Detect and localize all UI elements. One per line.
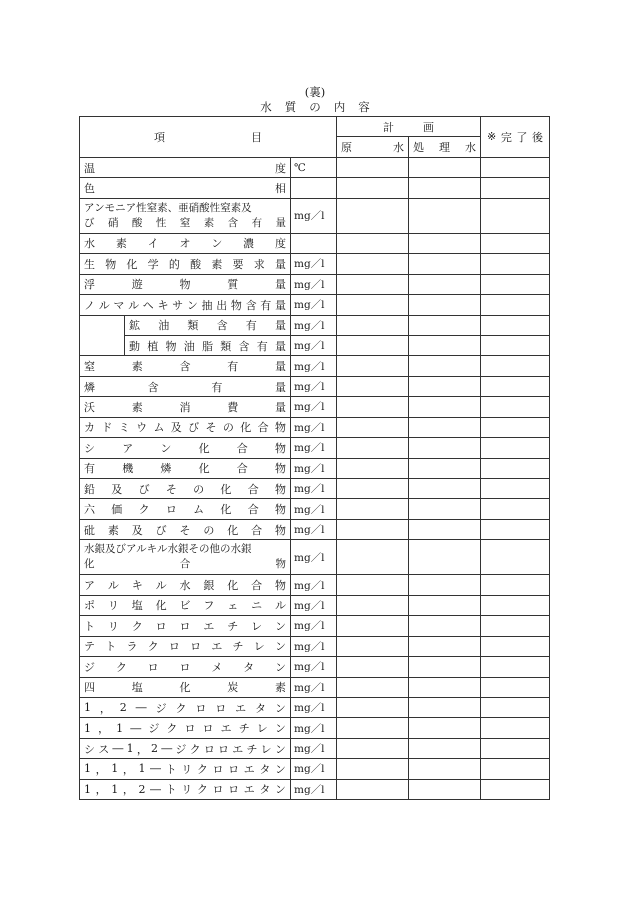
treated-water-cell[interactable] bbox=[409, 738, 481, 758]
item-label: 鉛 及 び そ の 化 合 物 bbox=[80, 479, 291, 499]
table-row bbox=[80, 636, 550, 656]
header-treated-water: 処 理 水 bbox=[409, 137, 481, 157]
after-completion-cell[interactable] bbox=[481, 198, 550, 233]
unit-label: mg／l bbox=[291, 458, 337, 478]
table-row bbox=[80, 356, 550, 376]
item-label: 沃 素 消 費 量 bbox=[80, 397, 291, 417]
unit-label: mg／l bbox=[291, 657, 337, 677]
item-label: 1 ， 1 ， 2 ― ト リ ク ロ ロ エ タ ン bbox=[80, 779, 291, 799]
after-completion-cell[interactable] bbox=[481, 397, 550, 417]
unit-label: mg／l bbox=[291, 616, 337, 636]
treated-water-cell[interactable] bbox=[409, 438, 481, 458]
table-row bbox=[80, 376, 550, 396]
treated-water-cell[interactable] bbox=[409, 295, 481, 315]
table-row bbox=[80, 540, 550, 575]
item-label: ト リ ク ロ ロ エ チ レ ン bbox=[80, 616, 291, 636]
item-label: 鉱 油 類 含 有 量 bbox=[125, 315, 291, 335]
after-completion-cell[interactable] bbox=[481, 779, 550, 799]
after-completion-cell[interactable] bbox=[481, 479, 550, 499]
after-completion-cell[interactable] bbox=[481, 254, 550, 274]
treated-water-cell[interactable] bbox=[409, 178, 481, 198]
treated-water-cell[interactable] bbox=[409, 157, 481, 177]
after-completion-cell[interactable] bbox=[481, 636, 550, 656]
item-label: シ ス ― 1 ， 2 ― ジ ク ロ ロ エ チ レ ン bbox=[80, 738, 291, 758]
item-label: カ ド ミ ウ ム 及 び そ の 化 合 物 bbox=[80, 417, 291, 437]
raw-water-cell[interactable] bbox=[337, 295, 409, 315]
after-completion-cell[interactable] bbox=[481, 274, 550, 294]
raw-water-cell[interactable] bbox=[337, 697, 409, 717]
water-quality-table bbox=[79, 116, 550, 800]
after-completion-cell[interactable] bbox=[481, 540, 550, 575]
table-row bbox=[80, 479, 550, 499]
raw-water-cell[interactable] bbox=[337, 376, 409, 396]
after-completion-cell[interactable] bbox=[481, 616, 550, 636]
after-completion-cell[interactable] bbox=[481, 157, 550, 177]
after-completion-cell[interactable] bbox=[481, 315, 550, 335]
raw-water-cell[interactable] bbox=[337, 636, 409, 656]
after-completion-cell[interactable] bbox=[481, 417, 550, 437]
unit-label: mg／l bbox=[291, 519, 337, 539]
treated-water-cell[interactable] bbox=[409, 616, 481, 636]
header-after-completion: ※ 完 了 後 bbox=[481, 117, 550, 158]
table-row bbox=[80, 738, 550, 758]
treated-water-cell[interactable] bbox=[409, 356, 481, 376]
raw-water-cell[interactable] bbox=[337, 397, 409, 417]
treated-water-cell[interactable] bbox=[409, 499, 481, 519]
after-completion-cell[interactable] bbox=[481, 295, 550, 315]
table-row bbox=[80, 595, 550, 615]
item-label: 砒 素 及 び そ の 化 合 物 bbox=[80, 519, 291, 539]
treated-water-cell[interactable] bbox=[409, 759, 481, 779]
treated-water-cell[interactable] bbox=[409, 718, 481, 738]
after-completion-cell[interactable] bbox=[481, 759, 550, 779]
item-label: ジ ク ロ ロ メ タ ン bbox=[80, 657, 291, 677]
raw-water-cell[interactable] bbox=[337, 438, 409, 458]
raw-water-cell[interactable] bbox=[337, 417, 409, 437]
treated-water-cell[interactable] bbox=[409, 315, 481, 335]
item-label: 生 物 化 学 的 酸 素 要 求 量 bbox=[80, 254, 291, 274]
item-label: 水 素 イ オ ン 濃 度 bbox=[80, 233, 291, 253]
raw-water-cell[interactable] bbox=[337, 575, 409, 595]
item-label: 四 塩 化 炭 素 bbox=[80, 677, 291, 697]
table-row bbox=[80, 157, 550, 177]
table-row bbox=[80, 274, 550, 294]
unit-label: mg／l bbox=[291, 295, 337, 315]
item-label: ポ リ 塩 化 ビ フ ェ ニ ル bbox=[80, 595, 291, 615]
raw-water-cell[interactable] bbox=[337, 254, 409, 274]
raw-water-cell[interactable] bbox=[337, 616, 409, 636]
after-completion-cell[interactable] bbox=[481, 718, 550, 738]
item-label: 1 ， 1 ， 1 ― ト リ ク ロ ロ エ タ ン bbox=[80, 759, 291, 779]
table-row bbox=[80, 759, 550, 779]
item-label: 水銀及びアルキル水銀その他の水銀 化 合 物 bbox=[80, 540, 291, 575]
table-row bbox=[80, 198, 550, 233]
raw-water-cell[interactable] bbox=[337, 718, 409, 738]
item-label: 有 機 燐 化 合 物 bbox=[80, 458, 291, 478]
table-row bbox=[80, 499, 550, 519]
raw-water-cell[interactable] bbox=[337, 657, 409, 677]
treated-water-cell[interactable] bbox=[409, 417, 481, 437]
after-completion-cell[interactable] bbox=[481, 595, 550, 615]
unit-label: mg／l bbox=[291, 438, 337, 458]
item-label: ア ル キ ル 水 銀 化 合 物 bbox=[80, 575, 291, 595]
treated-water-cell[interactable] bbox=[409, 779, 481, 799]
treated-water-cell[interactable] bbox=[409, 697, 481, 717]
item-label: ノ ル マ ル ヘ キ サ ン 抽 出 物 含 有 量 bbox=[80, 295, 291, 315]
treated-water-cell[interactable] bbox=[409, 636, 481, 656]
item-label: 色 相 bbox=[80, 178, 291, 198]
treated-water-cell[interactable] bbox=[409, 233, 481, 253]
indent-cell bbox=[80, 315, 125, 356]
raw-water-cell[interactable] bbox=[337, 499, 409, 519]
treated-water-cell[interactable] bbox=[409, 254, 481, 274]
treated-water-cell[interactable] bbox=[409, 458, 481, 478]
unit-label: mg／l bbox=[291, 540, 337, 575]
unit-label: mg／l bbox=[291, 779, 337, 799]
unit-label: mg／l bbox=[291, 376, 337, 396]
treated-water-cell[interactable] bbox=[409, 479, 481, 499]
header-plan: 計 画 bbox=[337, 117, 481, 137]
after-completion-cell[interactable] bbox=[481, 697, 550, 717]
raw-water-cell[interactable] bbox=[337, 233, 409, 253]
unit-label: mg／l bbox=[291, 274, 337, 294]
treated-water-cell[interactable] bbox=[409, 198, 481, 233]
treated-water-cell[interactable] bbox=[409, 397, 481, 417]
unit-label: ℃ bbox=[291, 157, 337, 177]
unit-label: mg／l bbox=[291, 397, 337, 417]
unit-label: mg／l bbox=[291, 738, 337, 758]
unit-label: mg／l bbox=[291, 677, 337, 697]
treated-water-cell[interactable] bbox=[409, 677, 481, 697]
after-completion-cell[interactable] bbox=[481, 575, 550, 595]
raw-water-cell[interactable] bbox=[337, 315, 409, 335]
table-row bbox=[80, 233, 550, 253]
after-completion-cell[interactable] bbox=[481, 458, 550, 478]
unit-label: mg／l bbox=[291, 697, 337, 717]
table-row bbox=[80, 315, 550, 335]
unit-label: mg／l bbox=[291, 595, 337, 615]
table-row bbox=[80, 417, 550, 437]
raw-water-cell[interactable] bbox=[337, 738, 409, 758]
unit-label: mg／l bbox=[291, 499, 337, 519]
treated-water-cell[interactable] bbox=[409, 575, 481, 595]
item-label: 温 度 bbox=[80, 157, 291, 177]
unit-label: mg／l bbox=[291, 356, 337, 376]
table-row bbox=[80, 438, 550, 458]
raw-water-cell[interactable] bbox=[337, 157, 409, 177]
item-label: 1 ， 2 ― ジ ク ロ ロ エ タ ン bbox=[80, 697, 291, 717]
unit-label: mg／l bbox=[291, 718, 337, 738]
treated-water-cell[interactable] bbox=[409, 376, 481, 396]
treated-water-cell[interactable] bbox=[409, 540, 481, 575]
raw-water-cell[interactable] bbox=[337, 335, 409, 355]
page-top-label: (裏) bbox=[304, 85, 326, 99]
unit-label: mg／l bbox=[291, 636, 337, 656]
unit-label: mg／l bbox=[291, 759, 337, 779]
after-completion-cell[interactable] bbox=[481, 738, 550, 758]
item-label: 燐 含 有 量 bbox=[80, 376, 291, 396]
after-completion-cell[interactable] bbox=[481, 677, 550, 697]
raw-water-cell[interactable] bbox=[337, 779, 409, 799]
unit-label bbox=[291, 178, 337, 198]
table-row bbox=[80, 677, 550, 697]
treated-water-cell[interactable] bbox=[409, 335, 481, 355]
raw-water-cell[interactable] bbox=[337, 356, 409, 376]
item-label: アンモニア性窒素、亜硝酸性窒素及 び 硝 酸 性 窒 素 含 有 量 bbox=[80, 198, 291, 233]
raw-water-cell[interactable] bbox=[337, 178, 409, 198]
table-row bbox=[80, 397, 550, 417]
raw-water-cell[interactable] bbox=[337, 595, 409, 615]
unit-label: mg／l bbox=[291, 198, 337, 233]
treated-water-cell[interactable] bbox=[409, 657, 481, 677]
raw-water-cell[interactable] bbox=[337, 759, 409, 779]
after-completion-cell[interactable] bbox=[481, 356, 550, 376]
item-label: 1 ， 1 ― ジ ク ロ ロ エ チ レ ン bbox=[80, 718, 291, 738]
raw-water-cell[interactable] bbox=[337, 677, 409, 697]
table-row bbox=[80, 616, 550, 636]
treated-water-cell[interactable] bbox=[409, 595, 481, 615]
table-row bbox=[80, 779, 550, 799]
after-completion-cell[interactable] bbox=[481, 178, 550, 198]
after-completion-cell[interactable] bbox=[481, 438, 550, 458]
unit-label bbox=[291, 233, 337, 253]
unit-label: mg／l bbox=[291, 417, 337, 437]
unit-label: mg／l bbox=[291, 335, 337, 355]
unit-label: mg／l bbox=[291, 575, 337, 595]
after-completion-cell[interactable] bbox=[481, 376, 550, 396]
item-label: テ ト ラ ク ロ ロ エ チ レ ン bbox=[80, 636, 291, 656]
after-completion-cell[interactable] bbox=[481, 499, 550, 519]
table-row bbox=[80, 718, 550, 738]
raw-water-cell[interactable] bbox=[337, 540, 409, 575]
treated-water-cell[interactable] bbox=[409, 274, 481, 294]
treated-water-cell[interactable] bbox=[409, 519, 481, 539]
page-title: 水質の内容 bbox=[260, 100, 383, 114]
table-row bbox=[80, 295, 550, 315]
header-raw-water: 原 水 bbox=[337, 137, 409, 157]
after-completion-cell[interactable] bbox=[481, 519, 550, 539]
after-completion-cell[interactable] bbox=[481, 233, 550, 253]
raw-water-cell[interactable] bbox=[337, 458, 409, 478]
table-row bbox=[80, 519, 550, 539]
unit-label: mg／l bbox=[291, 315, 337, 335]
header-item: 項 目 bbox=[80, 117, 337, 158]
table-row bbox=[80, 178, 550, 198]
unit-label: mg／l bbox=[291, 479, 337, 499]
table-row bbox=[80, 458, 550, 478]
item-label: 浮 遊 物 質 量 bbox=[80, 274, 291, 294]
raw-water-cell[interactable] bbox=[337, 519, 409, 539]
raw-water-cell[interactable] bbox=[337, 274, 409, 294]
item-label: 動 植 物 油 脂 類 含 有 量 bbox=[125, 335, 291, 355]
after-completion-cell[interactable] bbox=[481, 657, 550, 677]
raw-water-cell[interactable] bbox=[337, 479, 409, 499]
table-row bbox=[80, 575, 550, 595]
table-row bbox=[80, 335, 550, 355]
table-row bbox=[80, 697, 550, 717]
item-label: 六 価 ク ロ ム 化 合 物 bbox=[80, 499, 291, 519]
table-row bbox=[80, 657, 550, 677]
unit-label: mg／l bbox=[291, 254, 337, 274]
raw-water-cell[interactable] bbox=[337, 198, 409, 233]
item-label: 窒 素 含 有 量 bbox=[80, 356, 291, 376]
table-row bbox=[80, 254, 550, 274]
item-label: シ ア ン 化 合 物 bbox=[80, 438, 291, 458]
after-completion-cell[interactable] bbox=[481, 335, 550, 355]
